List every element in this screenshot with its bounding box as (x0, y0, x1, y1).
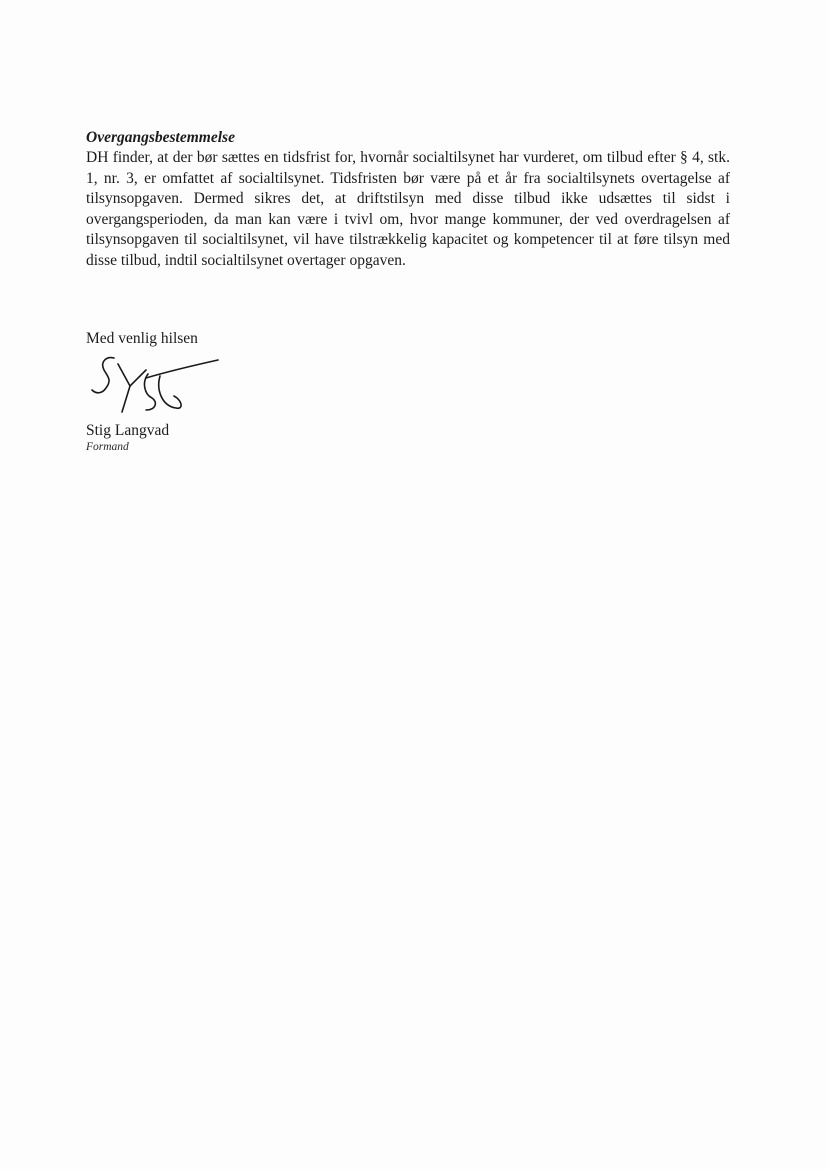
signer-name: Stig Langvad (86, 422, 170, 439)
handwritten-signature-icon (86, 350, 226, 420)
closing-greeting: Med venlig hilsen (86, 330, 198, 347)
section-transitional-provision (86, 128, 730, 272)
signer-title: Formand (86, 441, 129, 453)
section-paragraph: DH finder, at der bør sættes en tidsfrist for, hvornår socialtilsynet har vurderet, om tilbud efter § 4, stk. 1, nr. 3, er omfattet af socialtilsynet. Tidsfristen bør være på et år fra socialtilsynets overtagelse af tilsynsopgaven. Dermed sikres det, at driftstilsyn med disse tilbud ikke udsættes til sidst i overgangsperioden, da man kan være i tvivl om, hvor mange kommuner, der ved overdragelsen af tilsynsopgaven til socialtilsynet, vil have tilstrækkelig kapacitet og kompetencer til at føre tilsyn med disse tilbud, indtil socialtilsynet overtager opgaven. (86, 149, 730, 269)
section-heading: Overgangsbestemmelse (86, 129, 235, 146)
